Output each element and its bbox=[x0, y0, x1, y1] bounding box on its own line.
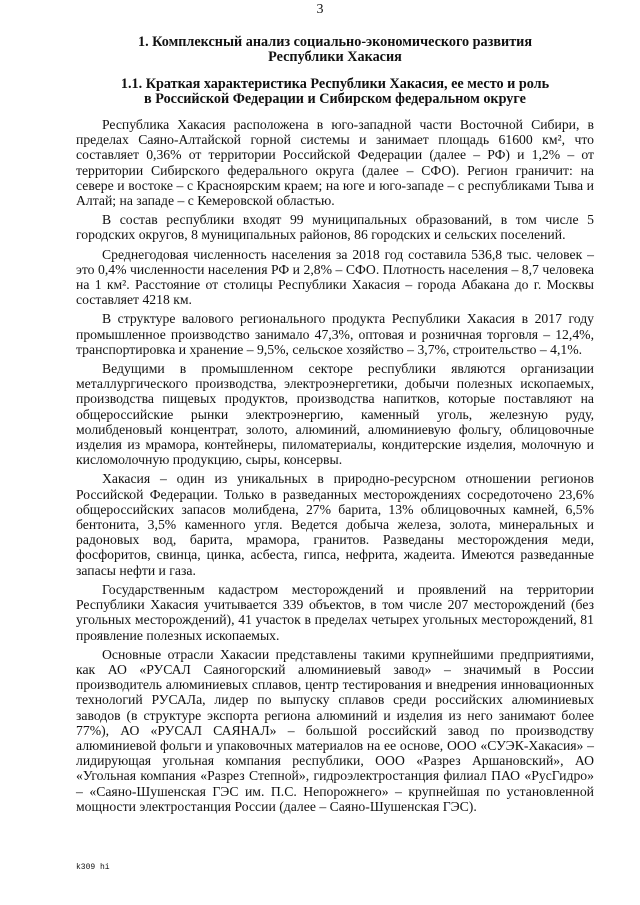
paragraph-resources: Хакасия – один из уникальных в природно-ресурсном отношении регионов Российской Федерации. Только в разведанных месторождениях сосредоточено 23,6% общероссийских запасов молибдена, 27% барита, 13% облицовочных камней, 6,5% бентонита, 3,5% каменного угля. Ведется добыча железа, золота, минеральных и радоновых вод, барита, мрамора, гранитов. Разведаны месторождения меди, фосфоритов, свинца, цинка, асбеста, гипса, нефрита, жадеита. Имеются разведанные запасы нефти и газа. bbox=[76, 471, 594, 578]
subsection-heading bbox=[76, 65, 594, 107]
footer-code: k309 hi bbox=[76, 863, 110, 872]
paragraph-population: Среднегодовая численность населения за 2018 год составила 536,8 тыс. человек – это 0,4% численности населения РФ и 2,8% – СФО. Плотность населения – 8,7 человека на 1 км². Расстояние от столицы Республики Хакасия – города Абакана до г. Москвы составляет 4218 км. bbox=[76, 246, 594, 308]
page-number: 3 bbox=[316, 2, 324, 17]
section-heading-line-1: 1. Комплексный анализ социально-экономического развития bbox=[137, 34, 533, 50]
paragraph-grp-structure: В структуре валового регионального продукта Республики Хакасия в 2017 году промышленное производство занимало 47,3%, оптовая и розничная торговля – 12,4%, транспортировка и хранение – 9,5%, сельское хозяйство – 3,7%, строительство – 4,1%. bbox=[76, 311, 594, 357]
paragraph-industry: Ведущими в промышленном секторе республики являются организации металлургического производства, электроэнергетики, добычи полезных ископаемых, производства пищевых продуктов, производства напитков, которые поставляют на общероссийские рынки электроэнергию, каменный уголь, железную руду, молибденовый концентрат, золото, алюминий, алюминиевую фольгу, облицовочные изделия из мрамора, контейнеры, пиломатериалы, кондитерские изделия, молочную и кисломолочную продукцию, сыры, консервы. bbox=[76, 361, 594, 468]
subsection-heading-line-2: в Российской Федерации и Сибирском федеральном округе bbox=[144, 91, 526, 107]
paragraph-enterprises: Основные отрасли Хакасии представлены такими крупнейшими предприятиями, как АО «РУСАЛ Саяногорский алюминиевый завод» – значимый в России производитель алюминиевых сплавов, центр тестирования и внедрения инновационных технологий РУСАЛа, лидер по выпуску сплавов среди российских алюминиевых заводов (в структуре экспорта региона алюминий и изделия из него занимают более 77%), АО «РУСАЛ САЯНАЛ» – большой российский завод по производству алюминиевой фольги и упаковочных материалов на ее основе, ООО «СУЭК-Хакасия» – лидирующая угольная компания республики, ООО «Разрез Аршановский», АО «Угольная компания «Разрез Степной», гидроэлектростанция филиал ПАО «РусГидро» – «Саяно-Шушенская ГЭС им. П.С. Непорожнего» – крупнейшая по установленной мощности электростанция России (далее – Саяно-Шушенская ГЭС). bbox=[76, 646, 594, 814]
subsection-heading-line-1: 1.1. Краткая характеристика Республики Хакасия, ее место и роль bbox=[120, 76, 550, 92]
paragraph-municipalities: В состав республики входят 99 муниципальных образований, в том числе 5 городских округов, 8 муниципальных районов, 86 городских и сельских поселений. bbox=[76, 212, 594, 243]
body-text bbox=[76, 117, 594, 814]
section-heading-line-2: Республики Хакасия bbox=[268, 49, 402, 65]
paragraph-cadastre: Государственным кадастром месторождений и проявлений на территории Республики Хакасия учитывается 339 объектов, в том числе 207 месторождений (без угольных месторождений), 41 участок в пределах четырех угольных месторождений, 81 проявление полезных ископаемых. bbox=[76, 581, 594, 643]
paragraph-location: Республика Хакасия расположена в юго-западной части Восточной Сибири, в пределах Саяно-Алтайской горной системы и занимает площадь 61600 км², что составляет 0,36% от территории Российской Федерации (далее – РФ) и 1,2% – от территории Сибирского федерального округа (далее – СФО). Регион граничит: на севере и востоке – с Красноярским краем; на юге и юго-западе – с республиками Тыва и Алтай; на западе – с Кемеровской областью. bbox=[76, 117, 594, 209]
